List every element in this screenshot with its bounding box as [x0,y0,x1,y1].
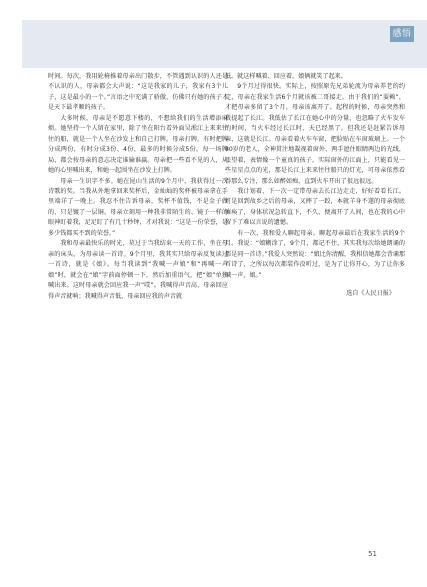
paragraph: 我计划着，下一次一定带母亲去长江边走走，好好看看长江。可是回到故乡之后的母亲，又摔了一跤，本就羊身不遂的母亲彻底瘫痪了，身体状况急转直下，不久，便离开了人间，也在我的心中留下了难以言说的遗憾。 [225,187,405,227]
header-band [22,20,427,68]
paragraph: 大多时候，母亲是不愿意下楼的，不想给我们的生活增添麻烦。她坚持一个人留在家里，除了坐在阳台看外面吴淞江上来来往往的船，就是一个人坐在沙发上和自己打牌。母亲打牌，有时把牌分成两份，有时分成3份、4份，最多的时候分成5份。每一场牌局，都会按母亲的意志决定谁输谁赢。母亲把一些看不见的人，从她的心里喊出来，和她一起围坐在沙发上打牌。 [48,114,228,175]
section-tag: 感悟 [390,26,414,42]
paragraph: 母亲一生识字不多。她在昆山生活的9个月中，我获得过一次诗歌的奖。当我从外地拿回来奖杯后，金灿灿的奖杯被母亲拿在手里端详了一晚上。我忍不住告诉母亲，奖杯不值钱，不是金子做的，只是镀了一层铜。母亲立刻用一种我非常陌生的、镜子一样的眼神盯着我，足足盯了有几十秒钟，才对我说：“这是一份荣誉，是多少钱都买不到的荣誉。” [48,177,228,237]
paragraph: 低。就这样喊着、回应着，娘俩就笑了起来。 [225,73,347,80]
left-column [48,72,228,302]
source-citation: 选自《人民日报》 [346,290,395,298]
paragraph: 9个月过得很快。实际上，按照原先兄弟轮流为母亲养老的约定，母亲在我家生活6个月就该被二哥接走。由于我们的“耍赖”，才把母亲多留了3个月。母亲该离开了。起程的时候，母亲突然和我提起了长江。我低估了长江在她心中的分量，也忽略了火车发车的时间，当火车经过长江时，天已经黑了。但我还是赶紧告诉母亲，这就是长江。母亲看着火车车窗，把脸贴在车窗玻璃上。一个80岁的老人，全神贯注地凝视着窗外，两手遮住眼睛两边的光线，张望着，表情像一个童真的孩子。实际窗外的江面上，只能看见一些星星点点的光，那是长江上来来往往船只的灯光，可母亲依然看得那么专注，那么如醉如痴，直到火车开出了很远很远。 [225,83,405,185]
paragraph: 时间。每次，我用轮椅推着母亲出门散步，不管遇到认识的人还是不认识的人，母亲都会大声说：“这是我家的儿子，我家有3个儿子，这是最小的一个。”言语之中充满了骄傲，仿佛只有她的孩子才是天下最孝顺的孩子。 [48,73,228,112]
paragraph: 我和母亲最快乐的时光，莫过于当我结束一天的工作，坐在母亲的床头，为母亲读一首诗。9个月里，我其实只给母亲反复读过一首诗，就是《娘》。每当我读到“我喊一声娘”和“再喊一声娘”时，就会在“娘”字前面停顿一下，然后加重语气，把“娘”单独喊出来。这时母亲就会回应我一声“哎”。我喊得声音高，母亲回应得声音就响；我喊得声音低，母亲回应我的声音就 [48,240,228,300]
page-number: 51 [368,550,377,558]
right-column [225,72,405,300]
paragraph: 有一次，我和爱人聊起母亲。聊起母亲最后在我家生活的9个月。我说：“娘糊涂了，9个月，都记不住，其实我每次给她朗诵的都是同一首诗。”我爱人突然说：“娘比你清醒，我相信她都会背诵那首诗了，之所以每次都装作没听过，是为了让你开心，为了让你多喊一声，娘。” [225,229,405,279]
